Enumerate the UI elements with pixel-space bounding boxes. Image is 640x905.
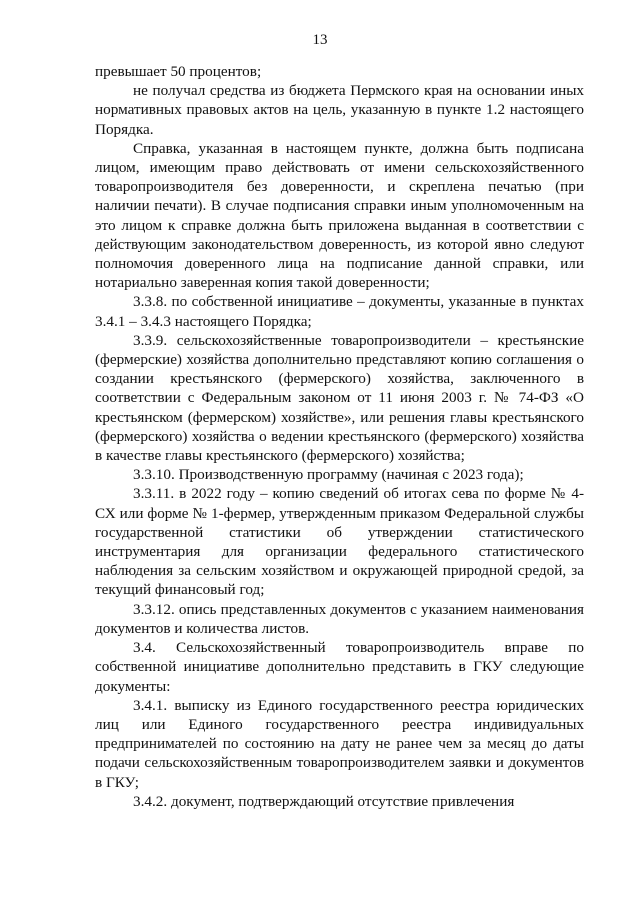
page-number: 13 (312, 32, 328, 48)
paragraph: 3.3.10. Производственную программу (начиная с 2023 года); (133, 466, 524, 484)
paragraph: 3.4. Сельскохозяйственный товаропроизводитель вправе по собственной инициативе дополнительно представить в ГКУ следующие документы: (95, 639, 584, 695)
paragraph: не получал средства из бюджета Пермского края на основании иных нормативных правовых актов на цель, указанную в пункте 1.2 настоящего Порядка. (95, 82, 584, 138)
paragraph: 3.3.11. в 2022 году – копию сведений об итогах сева по форме № 4-СХ или форме № 1-фермер, утвержденным приказом Федеральной службы государственной статистики об утверждении статистического инструментария для организации федерального статистического наблюдения за сельским хозяйством и окружающей природной средой, за текущий финансовый год; (95, 485, 584, 599)
paragraph: 3.3.12. опись представленных документов с указанием наименования документов и количества листов. (95, 600, 584, 637)
paragraph: 3.4.2. документ, подтверждающий отсутствие привлечения (133, 792, 515, 810)
document-body (95, 62, 584, 811)
paragraph: 3.3.8. по собственной инициативе – документы, указанные в пунктах 3.4.1 – 3.4.3 настоящего Порядка; (95, 293, 584, 330)
paragraph: Справка, указанная в настоящем пункте, должна быть подписана лицом, имеющим право действовать от имени сельскохозяйственного товаропроизводителя без доверенности, и скреплена печатью (при наличии печати). В случае подписания справки иным уполномоченным на это лицом к справке должна быть приложена выданная в соответствии с действующим законодательством доверенность, из которой явно следуют полномочия доверенного лица на подписание данной справки, или нотариально заверенная копия такой доверенности; (95, 139, 584, 292)
paragraph: 3.3.9. сельскохозяйственные товаропроизводители – крестьянские (фермерские) хозяйства дополнительно представляют копию соглашения о создании крестьянского (фермерского) хозяйства, заключенного в соответствии с Федеральным законом от 11 июня 2003 г. № 74-ФЗ «О крестьянском (фермерском) хозяйстве», или решения главы крестьянского (фермерского) хозяйства о ведении крестьянского (фермерского) хозяйства в качестве главы крестьянского (фермерского) хозяйства; (95, 331, 584, 465)
paragraph: превышает 50 процентов; (95, 63, 262, 80)
paragraph: 3.4.1. выписку из Единого государственного реестра юридических лиц или Единого государственного реестра индивидуальных предпринимателей по состоянию на дату не ранее чем за месяц до даты подачи сельскохозяйственным товаропроизводителем заявки и документов в ГКУ; (95, 696, 584, 791)
